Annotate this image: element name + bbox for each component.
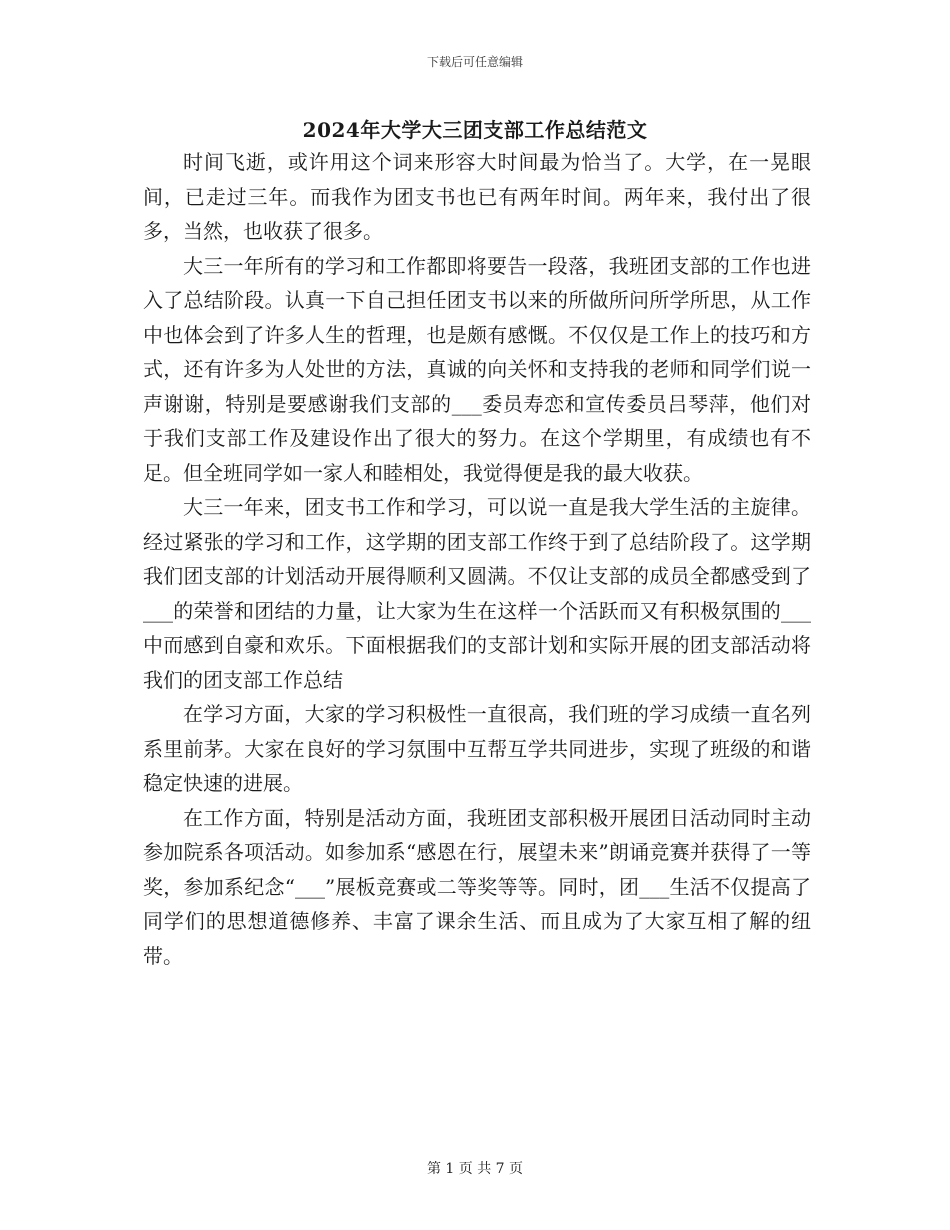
- paragraph: 在学习方面，大家的学习积极性一直很高，我们班的学习成绩一直名列系里前茅。大家在良好的学习氛围中互帮互学共同进步，实现了班级的和谐稳定快速的进展。: [143, 702, 811, 795]
- document-title: 2024年大学大三团支部工作总结范文: [302, 118, 648, 142]
- page-number: 第 1 页 共 7 页: [426, 1161, 524, 1177]
- paragraph: 大三一年来，团支书工作和学习，可以说一直是我大学生活的主旋律。经过紧张的学习和工作，这学期的团支部工作终于到了总结阶段了。这学期我们团支部的计划活动开展得顺利又圆满。不仅让支部的成员全都感受到了___的荣誉和团结的力量，让大家为生在这样一个活跃而又有积极氛围的___中而感到自豪和欢乐。下面根据我们的支部计划和实际开展的团支部活动将我们的团支部工作总结: [143, 495, 811, 692]
- header-note: 下载后可任意编辑: [426, 55, 523, 69]
- paragraph: 大三一年所有的学习和工作都即将要告一段落，我班团支部的工作也进入了总结阶段。认真一下自己担任团支书以来的所做所问所学所思，从工作中也体会到了许多人生的哲理，也是颇有感慨。不仅仅是工作上的技巧和方式，还有许多为人处世的方法，真诚的向关怀和支持我的老师和同学们说一声谢谢，特别是要感谢我们支部的___委员寿恋和宣传委员吕琴萍，他们对于我们支部工作及建设作出了很大的努力。在这个学期里，有成绩也有不足。但全班同学如一家人和睦相处，我觉得便是我的最大收获。: [143, 253, 811, 485]
- paragraph: 在工作方面，特别是活动方面，我班团支部积极开展团日活动同时主动参加院系各项活动。如参加系“感恩在行，展望未来”朗诵竞赛并获得了一等奖，参加系纪念“___”展板竞赛或二等奖等等。同时，团___生活不仅提高了同学们的思想道德修养、丰富了课余生活、而且成为了大家互相了解的纽带。: [143, 805, 811, 968]
- document-body: [143, 145, 811, 973]
- paragraph: 时间飞逝，或许用这个词来形容大时间最为恰当了。大学，在一晃眼间，已走过三年。而我作为团支书也已有两年时间。两年来，我付出了很多，当然，也收获了很多。: [143, 150, 811, 243]
